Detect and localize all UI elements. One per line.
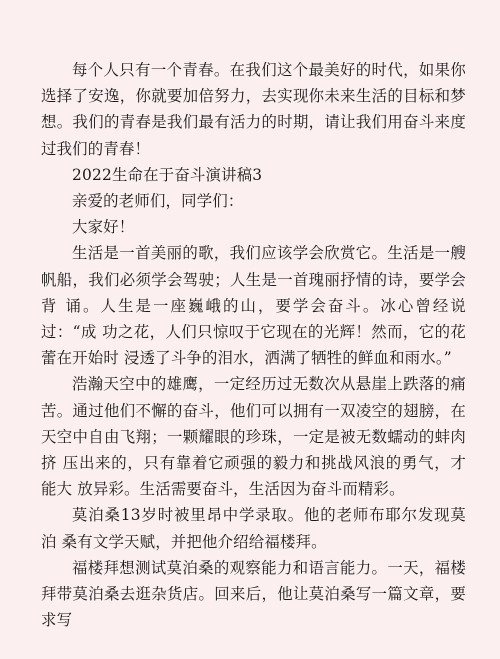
paragraph-maupassant: 莫泊桑13岁时被里昂中学录取。他的老师布耶尔发现莫泊 桑有文学天赋，并把他介绍给福楼拜。 xyxy=(41,506,466,551)
speech-title: 2022生命在于奋斗演讲稿3 xyxy=(72,165,263,184)
paragraph-eagle: 浩瀚天空中的雄鹰，一定经历过无数次从悬崖上跌落的痛 苦。通过他们不懈的奋斗，他们可以拥有一双凌空的翅膀，在 天空中自由飞翔；一颗耀眼的珍珠，一定是被无数蠕动的蚌肉挤 压出来的，只有靠着它顽强的毅力和挑战风浪的勇气，才能大 放异彩。生活需要奋斗，生活因为奋斗而精彩。 xyxy=(41,375,466,499)
paragraph-youth: 每个人只有一个青春。在我们这个最美好的时代，如果你 选择了安逸，你就要加倍努力，去实现你未来生活的目标和梦 想。我们的青春是我们最有活力的时期，请让我们用奋斗来度 过我们的青春！ xyxy=(41,61,466,158)
greeting: 大家好！ xyxy=(72,218,135,237)
salutation: 亲爱的老师们，同学们： xyxy=(72,192,244,211)
paragraph-flaubert: 福楼拜想测试莫泊桑的观察能力和语言能力。一天，福楼 拜带莫泊桑去逛杂货店。回来后，他让莫泊桑写一篇文章，要 求写 xyxy=(41,558,466,630)
paragraph-life-song: 生活是一首美丽的歌，我们应该学会欣赏它。生活是一艘 帆船，我们必须学会驾驶；人生是一首瑰丽抒情的诗，要学会背 诵。人生是一座巍峨的山，要学会奋斗。冰心曾经说过：“成 功之花，人们只惊叹于它现在的光辉！然而，它的花蕾在开始时 浸透了斗争的泪水，洒满了牺牲的鲜血和雨水。” xyxy=(41,244,466,368)
